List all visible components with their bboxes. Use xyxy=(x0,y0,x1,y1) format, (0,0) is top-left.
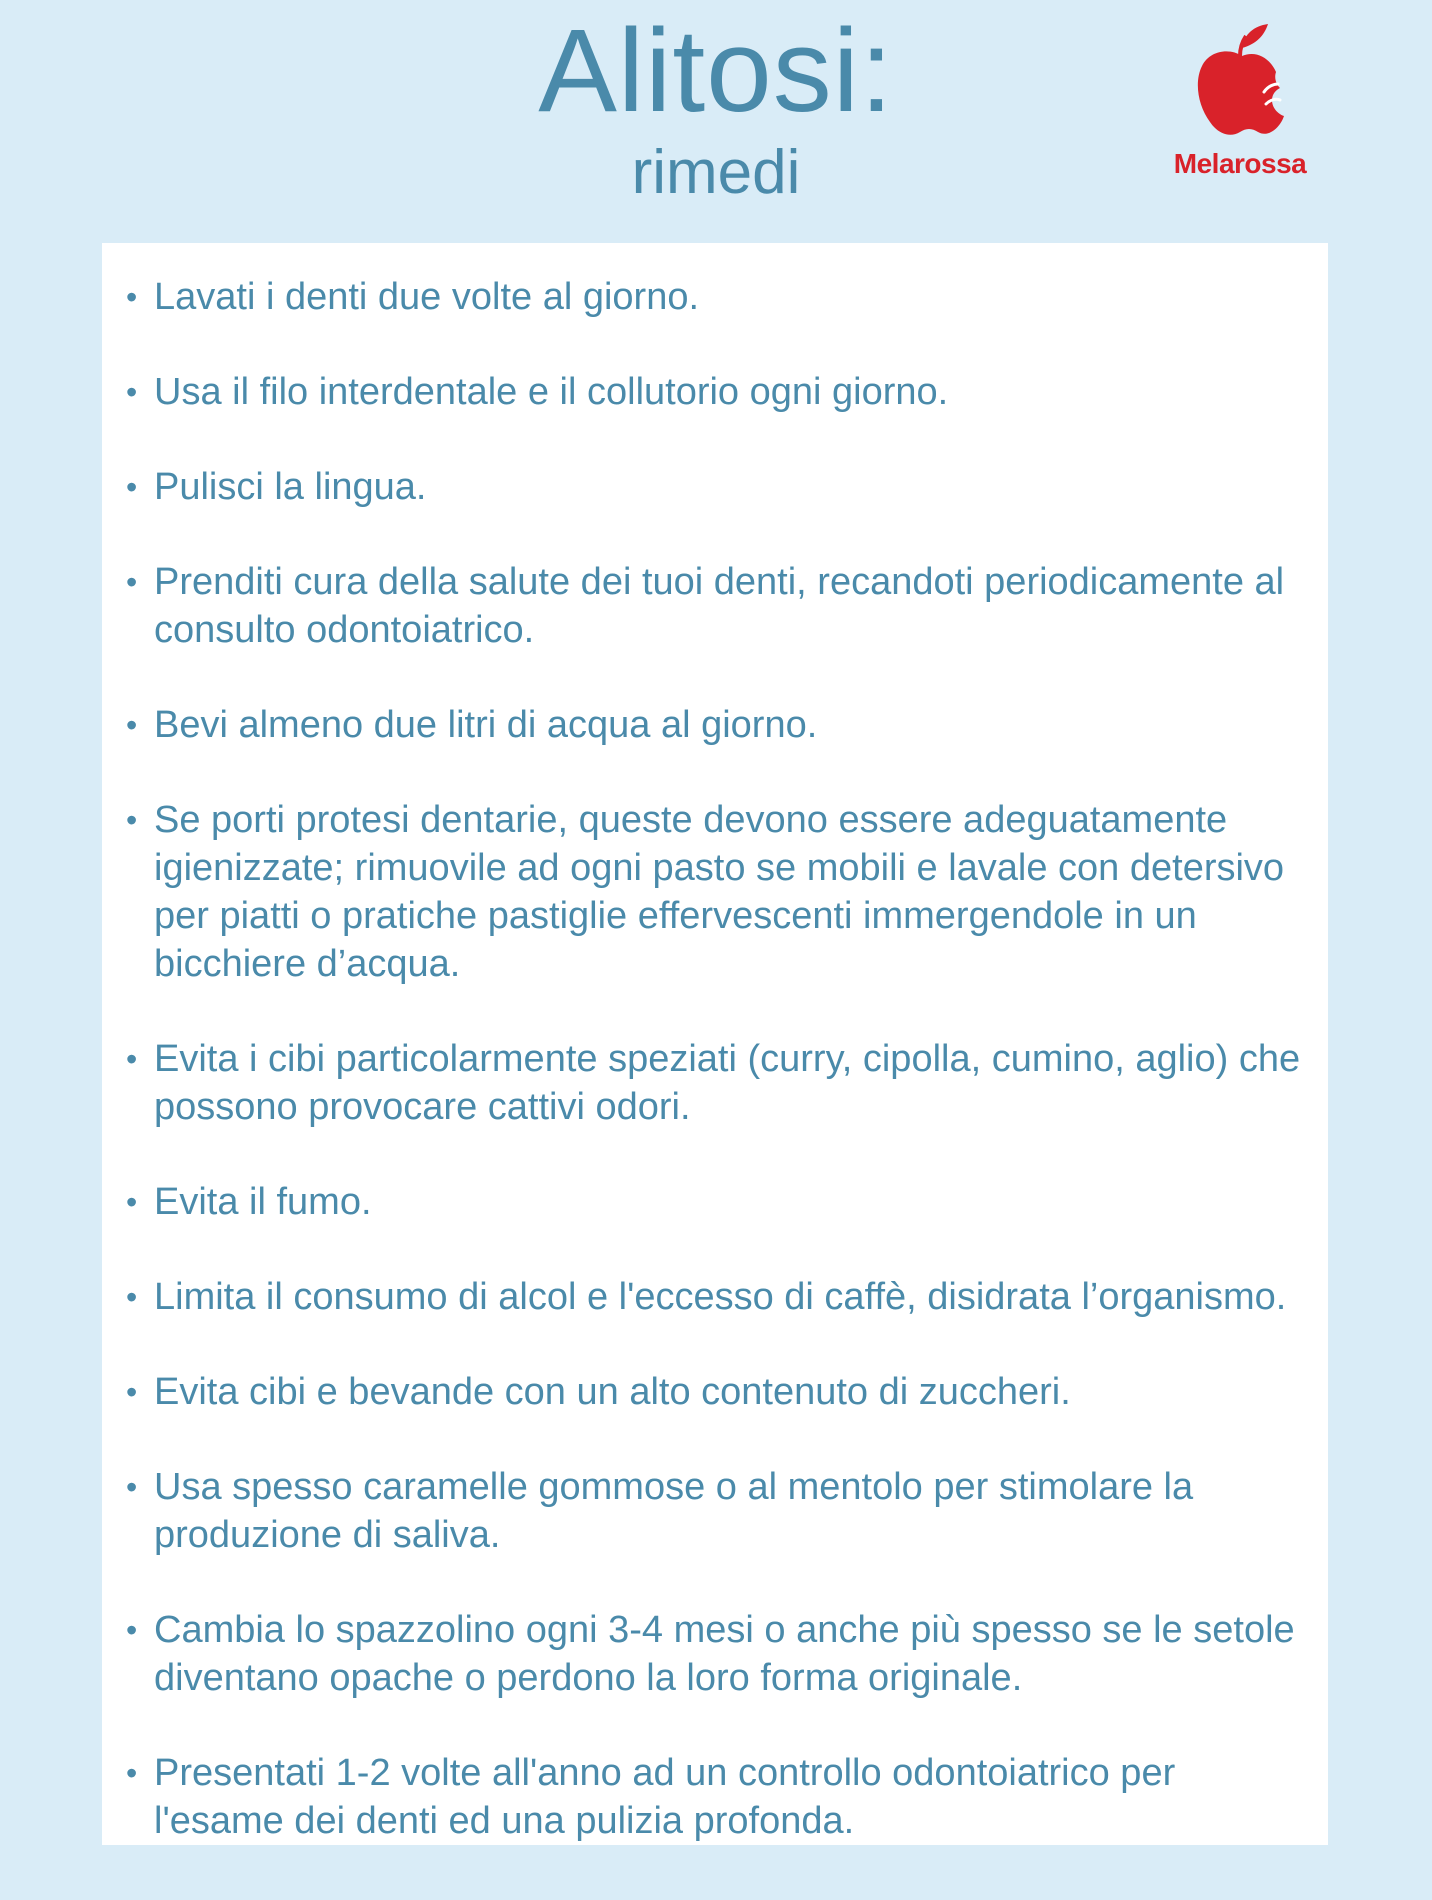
list-item xyxy=(102,1749,1308,1845)
list-item-text: Bevi almeno due litri di acqua al giorno. xyxy=(154,704,818,746)
list-item xyxy=(102,1035,1308,1131)
list-item-text: Limita il consumo di alcol e l'eccesso di caffè, disidrata l’organismo. xyxy=(154,1276,1287,1318)
list-item xyxy=(102,368,1308,416)
list-item xyxy=(102,1178,1308,1226)
page-subtitle: rimedi xyxy=(631,138,801,207)
list-item-text: Presentati 1-2 volte all'anno ad un controllo odontoiatrico per l'esame dei denti ed una pulizia profonda. xyxy=(154,1752,1176,1842)
list-item-text: Usa spesso caramelle gommose o al mentolo per stimolare la produzione di saliva. xyxy=(154,1466,1194,1556)
bullet-icon: • xyxy=(126,1041,138,1077)
list-item xyxy=(102,1273,1308,1321)
remedies-card xyxy=(102,243,1328,1845)
bullet-icon: • xyxy=(126,1279,138,1315)
bullet-icon: • xyxy=(126,279,138,315)
bullet-icon: • xyxy=(126,707,138,743)
list-item xyxy=(102,1368,1308,1416)
list-item xyxy=(102,558,1308,654)
list-item-text: Pulisci la lingua. xyxy=(154,466,427,508)
bullet-icon: • xyxy=(126,1612,138,1648)
bullet-icon: • xyxy=(126,469,138,505)
list-item-text: Lavati i denti due volte al giorno. xyxy=(154,276,700,318)
logo-text: Melarossa xyxy=(1173,148,1307,179)
list-item-text: Prenditi cura della salute dei tuoi denti, recandoti periodicamente al consulto odontoiatrico. xyxy=(154,561,1285,651)
list-item xyxy=(102,701,1308,749)
bullet-icon: • xyxy=(126,1469,138,1505)
bullet-icon: • xyxy=(126,1755,138,1791)
bullet-icon: • xyxy=(126,802,138,838)
list-item-text: Evita cibi e bevande con un alto contenuto di zuccheri. xyxy=(154,1371,1071,1413)
bullet-icon: • xyxy=(126,1374,138,1410)
bullet-icon: • xyxy=(126,564,138,600)
list-item xyxy=(102,1463,1308,1559)
page-title: Alitosi: xyxy=(538,5,894,137)
bullet-icon: • xyxy=(126,374,138,410)
list-item xyxy=(102,273,1308,321)
header xyxy=(0,0,1432,240)
bullet-icon: • xyxy=(126,1184,138,1220)
list-item-text: Evita il fumo. xyxy=(154,1181,372,1223)
list-item xyxy=(102,1606,1308,1702)
list-item-text: Se porti protesi dentarie, queste devono essere adeguatamente igienizzate; rimuovile ad ogni pasto se mobili e lavale con detersivo per piatti o pratiche pastiglie effervescenti immergendole in un bicchiere d’acqua. xyxy=(154,799,1285,985)
list-item xyxy=(102,463,1308,511)
list-item-text: Evita i cibi particolarmente speziati (curry, cipolla, cumino, aglio) che possono provocare cattivi odori. xyxy=(154,1038,1301,1128)
list-item-text: Cambia lo spazzolino ogni 3-4 mesi o anche più spesso se le setole diventano opache o perdono la loro forma originale. xyxy=(154,1609,1295,1699)
list-item-text: Usa il filo interdentale e il collutorio ogni giorno. xyxy=(154,371,949,413)
remedies-list xyxy=(102,243,1328,1845)
melarossa-logo xyxy=(1160,22,1320,187)
list-item xyxy=(102,796,1308,988)
apple-icon xyxy=(1194,22,1290,140)
